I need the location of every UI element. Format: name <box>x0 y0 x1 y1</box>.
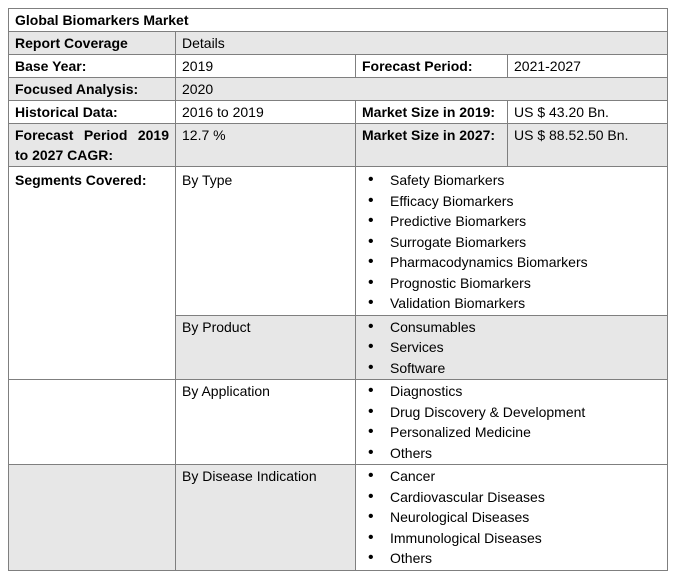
list-item: • Predictive Biomarkers <box>390 211 661 232</box>
historical-label: Historical Data: <box>9 101 176 124</box>
segment-row-application <box>9 380 668 465</box>
list-item: • Cardiovascular Diseases <box>390 487 661 508</box>
forecast-period-label: Forecast Period: <box>356 55 508 78</box>
segment-items-cell <box>356 167 668 316</box>
market-size-2027-value: US $ 88.52.50 Bn. <box>508 124 668 167</box>
historical-row <box>9 101 668 124</box>
segment-group-name: By Disease Indication <box>176 465 356 571</box>
list-item: • Personalized Medicine <box>390 422 661 443</box>
coverage-value: Details <box>176 32 668 55</box>
list-item: • Immunological Diseases <box>390 528 661 549</box>
list-item: • Validation Biomarkers <box>390 293 661 314</box>
list-item: • Others <box>390 443 661 464</box>
segment-items-list <box>362 466 661 569</box>
list-item: • Software <box>390 358 661 379</box>
list-item: • Others <box>390 548 661 569</box>
base-year-label: Base Year: <box>9 55 176 78</box>
market-size-2019-label: Market Size in 2019: <box>356 101 508 124</box>
list-item: • Drug Discovery & Development <box>390 402 661 423</box>
forecast-period-value: 2021-2027 <box>508 55 668 78</box>
list-item: • Safety Biomarkers <box>390 170 661 191</box>
base-year-value: 2019 <box>176 55 356 78</box>
cagr-value: 12.7 % <box>176 124 356 167</box>
coverage-row <box>9 32 668 55</box>
historical-value: 2016 to 2019 <box>176 101 356 124</box>
list-item: • Efficacy Biomarkers <box>390 191 661 212</box>
cagr-label: Forecast Period 2019 to 2027 CAGR: <box>9 124 176 167</box>
list-item: • Prognostic Biomarkers <box>390 273 661 294</box>
focused-label: Focused Analysis: <box>9 78 176 101</box>
segment-items-list <box>362 170 661 314</box>
table-title: Global Biomarkers Market <box>9 9 668 32</box>
list-item: • Cancer <box>390 466 661 487</box>
segments-label: Segments Covered: <box>9 167 176 380</box>
segment-group-name: By Product <box>176 315 356 380</box>
segment-group-name: By Type <box>176 167 356 316</box>
list-item: • Neurological Diseases <box>390 507 661 528</box>
cagr-row <box>9 124 668 167</box>
title-row <box>9 9 668 32</box>
list-item: • Consumables <box>390 317 661 338</box>
focused-row <box>9 78 668 101</box>
market-report-table <box>8 8 668 571</box>
segment-empty-cell <box>9 380 176 465</box>
market-size-2019-value: US $ 43.20 Bn. <box>508 101 668 124</box>
list-item: • Diagnostics <box>390 381 661 402</box>
coverage-label: Report Coverage <box>9 32 176 55</box>
segment-items-cell <box>356 380 668 465</box>
segment-group-name: By Application <box>176 380 356 465</box>
market-size-2027-label: Market Size in 2027: <box>356 124 508 167</box>
segment-items-cell <box>356 465 668 571</box>
focused-value: 2020 <box>176 78 668 101</box>
segment-row-type <box>9 167 668 316</box>
segment-items-cell <box>356 315 668 380</box>
segment-items-list <box>362 381 661 463</box>
list-item: • Services <box>390 337 661 358</box>
segment-items-list <box>362 317 661 379</box>
list-item: • Surrogate Biomarkers <box>390 232 661 253</box>
base-year-row <box>9 55 668 78</box>
segment-row-disease <box>9 465 668 571</box>
list-item: • Pharmacodynamics Biomarkers <box>390 252 661 273</box>
segment-empty-cell <box>9 465 176 571</box>
